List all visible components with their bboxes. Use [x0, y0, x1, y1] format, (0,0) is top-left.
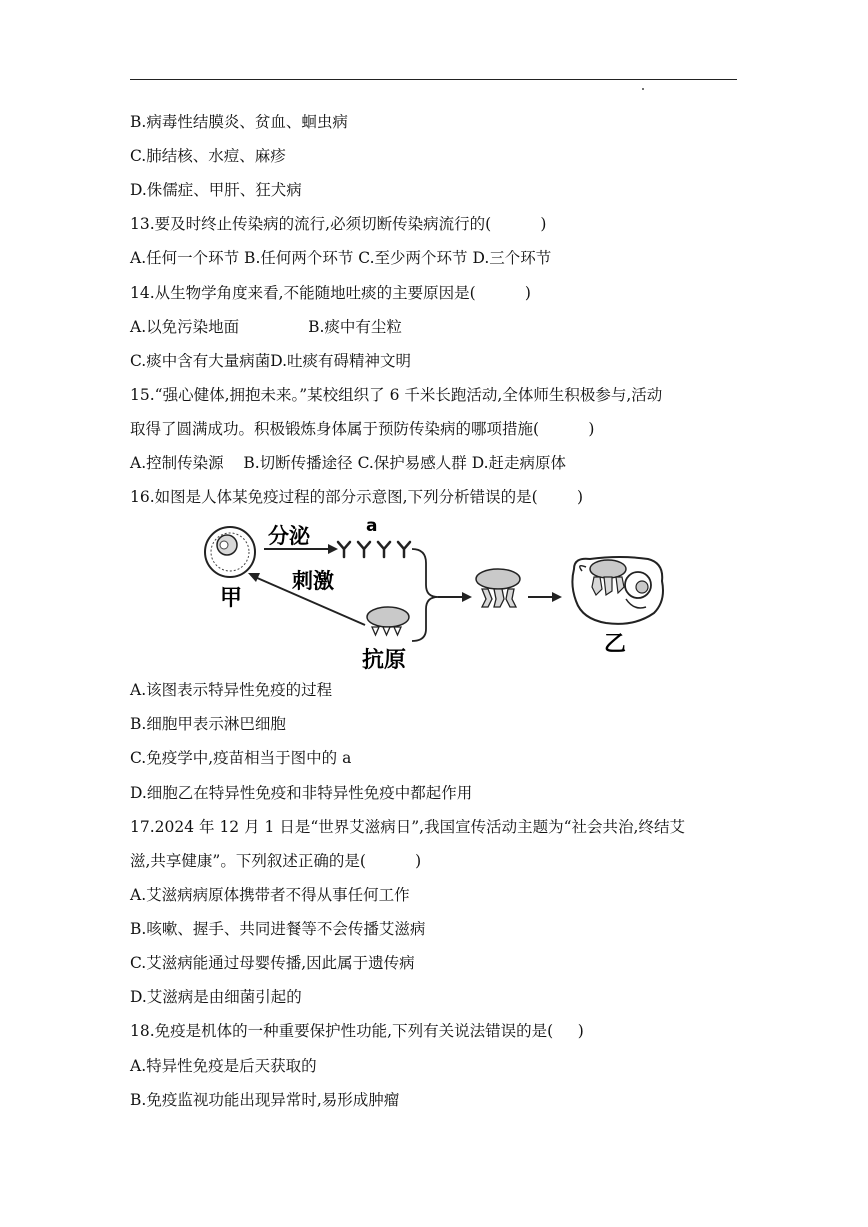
antibody-y-icons: [338, 542, 410, 557]
label-yi: 乙: [604, 632, 627, 657]
header-rule: [130, 79, 737, 80]
antigen-antibody-complex-icon: [476, 569, 520, 607]
antigen-icon: [367, 607, 409, 635]
label-stimulate: 刺激: [292, 569, 334, 593]
text-line: B.病毒性结膜炎、贫血、蛔虫病: [130, 113, 348, 131]
question-14: 14.从生物学角度来看,不能随地吐痰的主要原因是( ): [130, 284, 531, 302]
question-17: 17.2024 年 12 月 1 日是“世界艾滋病日”,我国宣传活动主题为“社会共治,终结艾: [130, 818, 685, 836]
text-line: D.侏儒症、甲肝、狂犬病: [130, 181, 302, 199]
question-18: 18.免疫是机体的一种重要保护性功能,下列有关说法错误的是( ): [130, 1022, 584, 1040]
question-13: 13.要及时终止传染病的流行,必须切断传染病流行的( ): [130, 215, 547, 233]
arrow-head-icon: [552, 592, 562, 602]
text-line: B.咳嗽、握手、共同进餐等不会传播艾滋病: [130, 920, 426, 938]
text-line: C.艾滋病能通过母婴传播,因此属于遗传病: [130, 954, 415, 972]
text-line: A.以免污染地面 B.痰中有尘粒: [130, 318, 402, 336]
text-line: B.免疫监视功能出现异常时,易形成肿瘤: [130, 1091, 400, 1109]
arrow-head-icon: [462, 592, 472, 602]
arrow-head-icon: [328, 544, 338, 554]
question-16: 16.如图是人体某免疫过程的部分示意图,下列分析错误的是( ): [130, 488, 584, 506]
text-line: A.艾滋病病原体携带者不得从事任何工作: [130, 886, 410, 904]
text-line: A.该图表示特异性免疫的过程: [130, 681, 333, 699]
text-line: D.艾滋病是由细菌引起的: [130, 988, 302, 1006]
speck: [642, 88, 644, 90]
text-line: 取得了圆满成功。积极锻炼身体属于预防传染病的哪项措施( ): [130, 420, 595, 438]
cell-yi: [572, 557, 663, 624]
text-line: A.控制传染源 B.切断传播途径 C.保护易感人群 D.赶走病原体: [130, 454, 567, 472]
question-15: 15.“强心健体,拥抱未来。”某校组织了 6 千米长跑活动,全体师生积极参与,活动: [130, 386, 663, 404]
text-line: A.特异性免疫是后天获取的: [130, 1057, 317, 1075]
cell-jia: [205, 527, 255, 577]
label-secrete: 分泌: [268, 524, 310, 548]
brace: [412, 549, 438, 641]
text-line: C.痰中含有大量病菌D.吐痰有碍精神文明: [130, 352, 412, 370]
immune-process-diagram: [190, 515, 680, 675]
text-line: C.肺结核、水痘、麻疹: [130, 147, 286, 165]
label-jia: 甲: [220, 586, 243, 611]
label-antigen: 抗原: [362, 648, 407, 673]
label-a: a: [366, 516, 378, 536]
text-line: B.细胞甲表示淋巴细胞: [130, 715, 286, 733]
text-line: 滋,共享健康”。下列叙述正确的是( ): [130, 852, 422, 870]
text-line: D.细胞乙在特异性免疫和非特异性免疫中都起作用: [130, 784, 473, 802]
text-line: A.任何一个环节 B.任何两个环节 C.至少两个环节 D.三个环节: [130, 249, 552, 267]
text-line: C.免疫学中,疫苗相当于图中的 a: [130, 749, 352, 767]
